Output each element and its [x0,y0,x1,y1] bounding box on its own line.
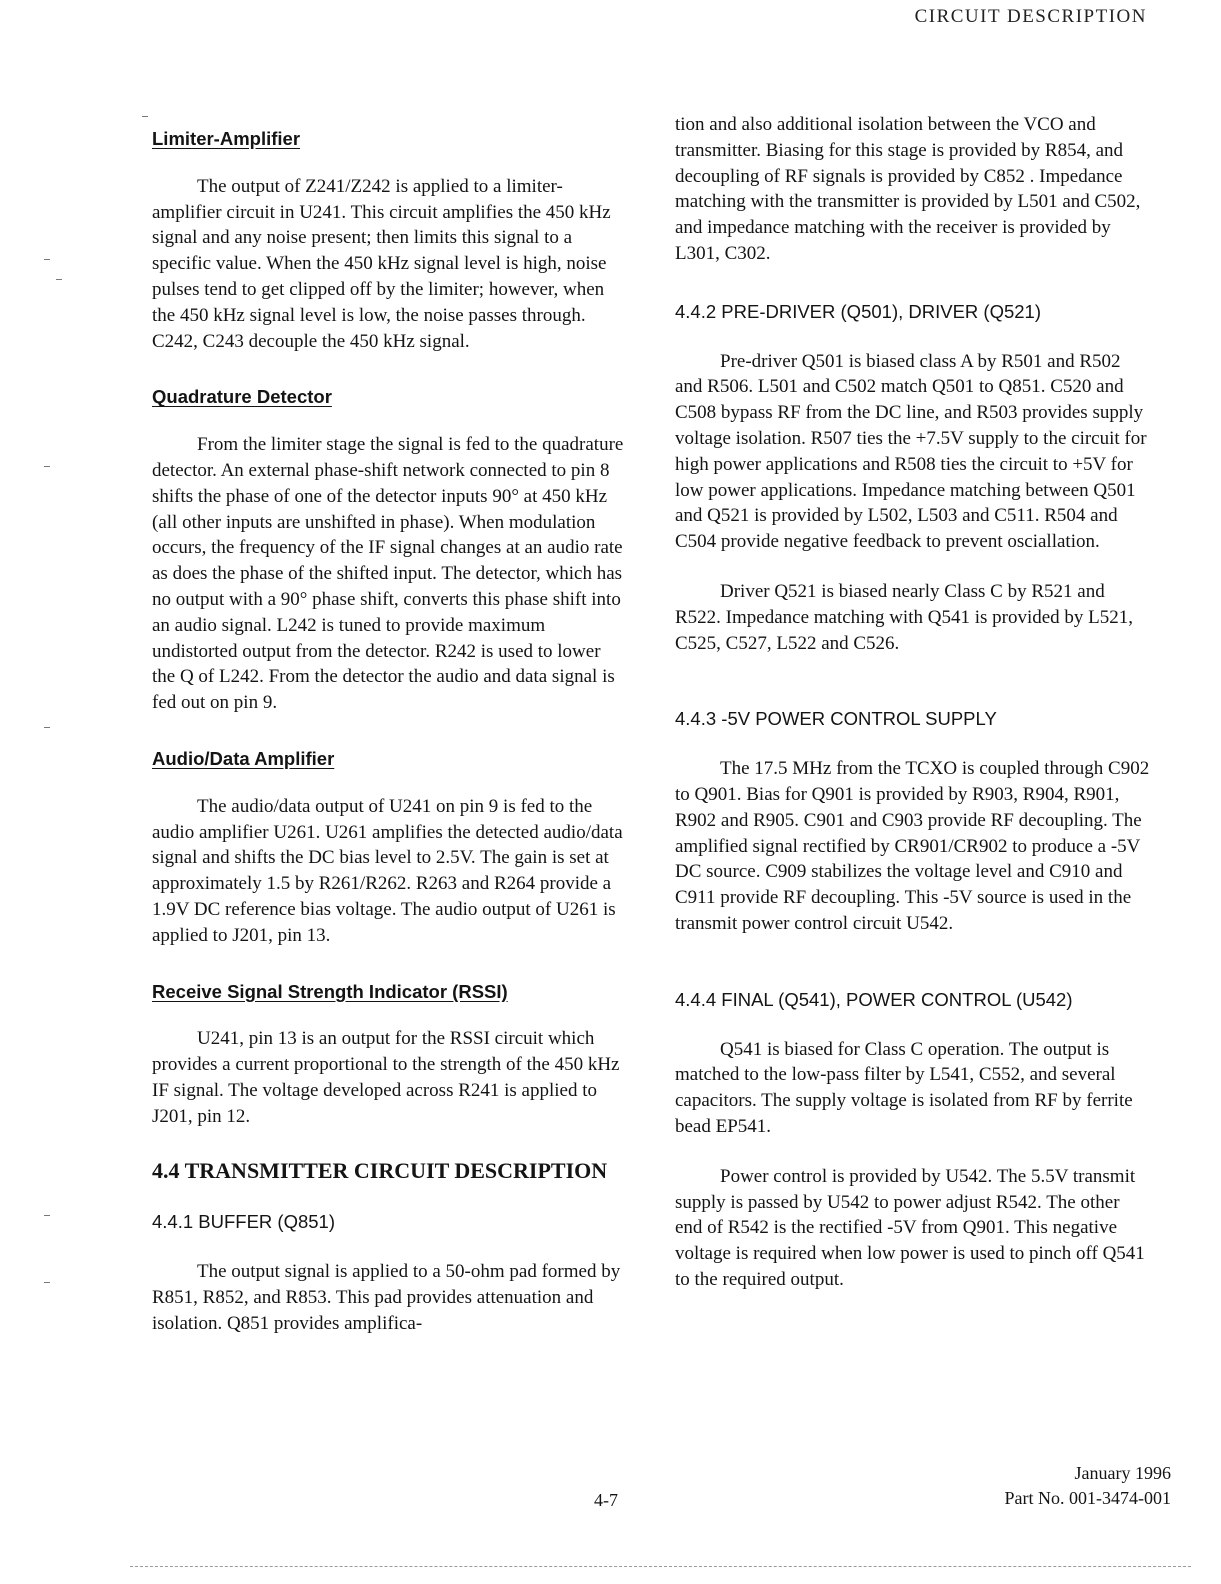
running-head: CIRCUIT DESCRIPTION [914,6,1147,27]
limiter-amplifier-heading: Limiter-Amplifier [152,128,301,149]
scan-speck [56,279,62,280]
final-stage-heading: 4.4.4 FINAL (Q541), POWER CONTROL (U542) [675,988,1073,1010]
final-stage-paragraph: Q541 is biased for Class C operation. The output is matched to the low-pass filter by L541, C552, and several capacitors. The supply voltage is isolated from RF by ferrite bead EP541. [675,1038,1133,1137]
audio-data-amplifier-heading: Audio/Data Amplifier [152,747,335,769]
minus-5v-supply-paragraph: The 17.5 MHz from the TCXO is coupled through C902 to Q901. Bias for Q901 is provided by R903, R904, R901, R902 and R905. C901 and C903 provide RF decoupling. The amplified signal rectified by CR901/CR902 to produce a -5V DC source. C909 stabilizes the voltage level and C910 and C911 provide RF decoupling. This -5V source is used in the transmit power control circuit U542. [675,758,1150,934]
quadrature-detector-heading: Quadrature Detector [152,386,332,408]
power-control-paragraph: Power control is provided by U542. The 5.5V transmit supply is passed by U542 to power adjust R542. The other end of R542 is the rectified -5V from Q901. This negative voltage is required when low power is used to pinch off Q541 to the required output. [675,1165,1145,1290]
scan-speck [44,727,50,728]
scan-speck [44,259,50,260]
audio-data-amplifier-paragraph: The audio/data output of U241 on pin 9 is fed to the audio amplifier U261. U261 amplifies the detected audio/data signal and shifts the DC bias level to 2.5V. The gain is set at approximately 1.5 by R261/R262. R263 and R264 provide a 1.9V DC reference bias voltage. The audio output of U261 is applied to J201, pin 13. [152,795,623,946]
bottom-rule [130,1566,1191,1567]
buffer-heading: 4.4.1 BUFFER (Q851) [152,1211,336,1233]
buffer-paragraph: The output signal is applied to a 50-ohm pad formed by R851, R852, and R853. This pad provides attenuation and isolation. Q851 provides amplifica- [152,1261,621,1334]
scan-speck [44,1215,50,1216]
quadrature-detector-paragraph: From the limiter stage the signal is fed to the quadrature detector. An external phase-shift network connected to pin 8 shifts the phase of one of the detector inputs 90° at 450 kHz (all other inputs are unshifted in phase). When modulation occurs, the frequency of the IF signal changes at an audio rate as does the phase of the shifted input. The detector, which has no output with a 90° phase shift, converts this phase shift into an audio signal. L242 is tuned to provide maximum undistorted output from the detector. R242 is used to lower the Q of L242. From the detector the audio and data signal is fed out on pin 9. [152,434,624,714]
footer-date: January 1996 [1074,1463,1171,1483]
rssi-heading: Receive Signal Strength Indicator (RSSI) [152,980,508,1002]
rssi-paragraph: U241, pin 13 is an output for the RSSI circuit which provides a current proportional to the strength of the 450 kHz IF signal. The voltage developed across R241 is applied to J201, pin 12. [152,1028,620,1127]
scan-speck [44,466,50,467]
scan-speck [142,116,148,117]
minus-5v-supply-heading: 4.4.3 -5V POWER CONTROL SUPPLY [675,708,997,730]
scan-speck [44,1282,50,1283]
pre-driver-paragraph: Pre-driver Q501 is biased class A by R501 and R502 and R506. L501 and C502 match Q501 to Q851. C520 and C508 bypass RF from the DC line, and R503 provides supply voltage isolation. R507 ties the +7.5V supply to the circuit for high power applications and R508 ties the circuit to +5V for low power applications. Impedance matching between Q501 and Q521 is provided by L502, L503 and C511. R504 and C504 provide negative feedback to prevent osciallation. [675,350,1147,553]
right-column [675,112,1150,1293]
footer-part-number: Part No. 001-3474-001 [1004,1488,1171,1508]
buffer-continued-paragraph: tion and also additional isolation between the VCO and transmitter. Biasing for this stage is provided by R854, and decoupling of RF signals is provided by C852 . Impedance matching with the transmitter is provided by L501 and C502, and impedance matching with the receiver is provided by L301, C302. [675,114,1141,264]
pre-driver-heading: 4.4.2 PRE-DRIVER (Q501), DRIVER (Q521) [675,300,1041,322]
driver-paragraph: Driver Q521 is biased nearly Class C by R521 and R522. Impedance matching with Q541 is provided by L521, C525, C527, L522 and C526. [675,580,1134,654]
limiter-amplifier-paragraph: The output of Z241/Z242 is applied to a limiter-amplifier circuit in U241. This circuit amplifies the 450 kHz signal and any noise present; then limits this signal to a specific value. When the 450 kHz signal level is high, noise pulses tend to get clipped off by the limiter; however, when the 450 kHz signal level is low, the noise passes through. C242, C243 decouple the 450 kHz signal. [152,175,611,352]
left-column [152,112,627,1336]
footer-publication-info [1005,1461,1171,1511]
transmitter-section-heading: 4.4 TRANSMITTER CIRCUIT DESCRIPTION [152,1157,608,1183]
page-number: 4-7 [594,1490,618,1510]
